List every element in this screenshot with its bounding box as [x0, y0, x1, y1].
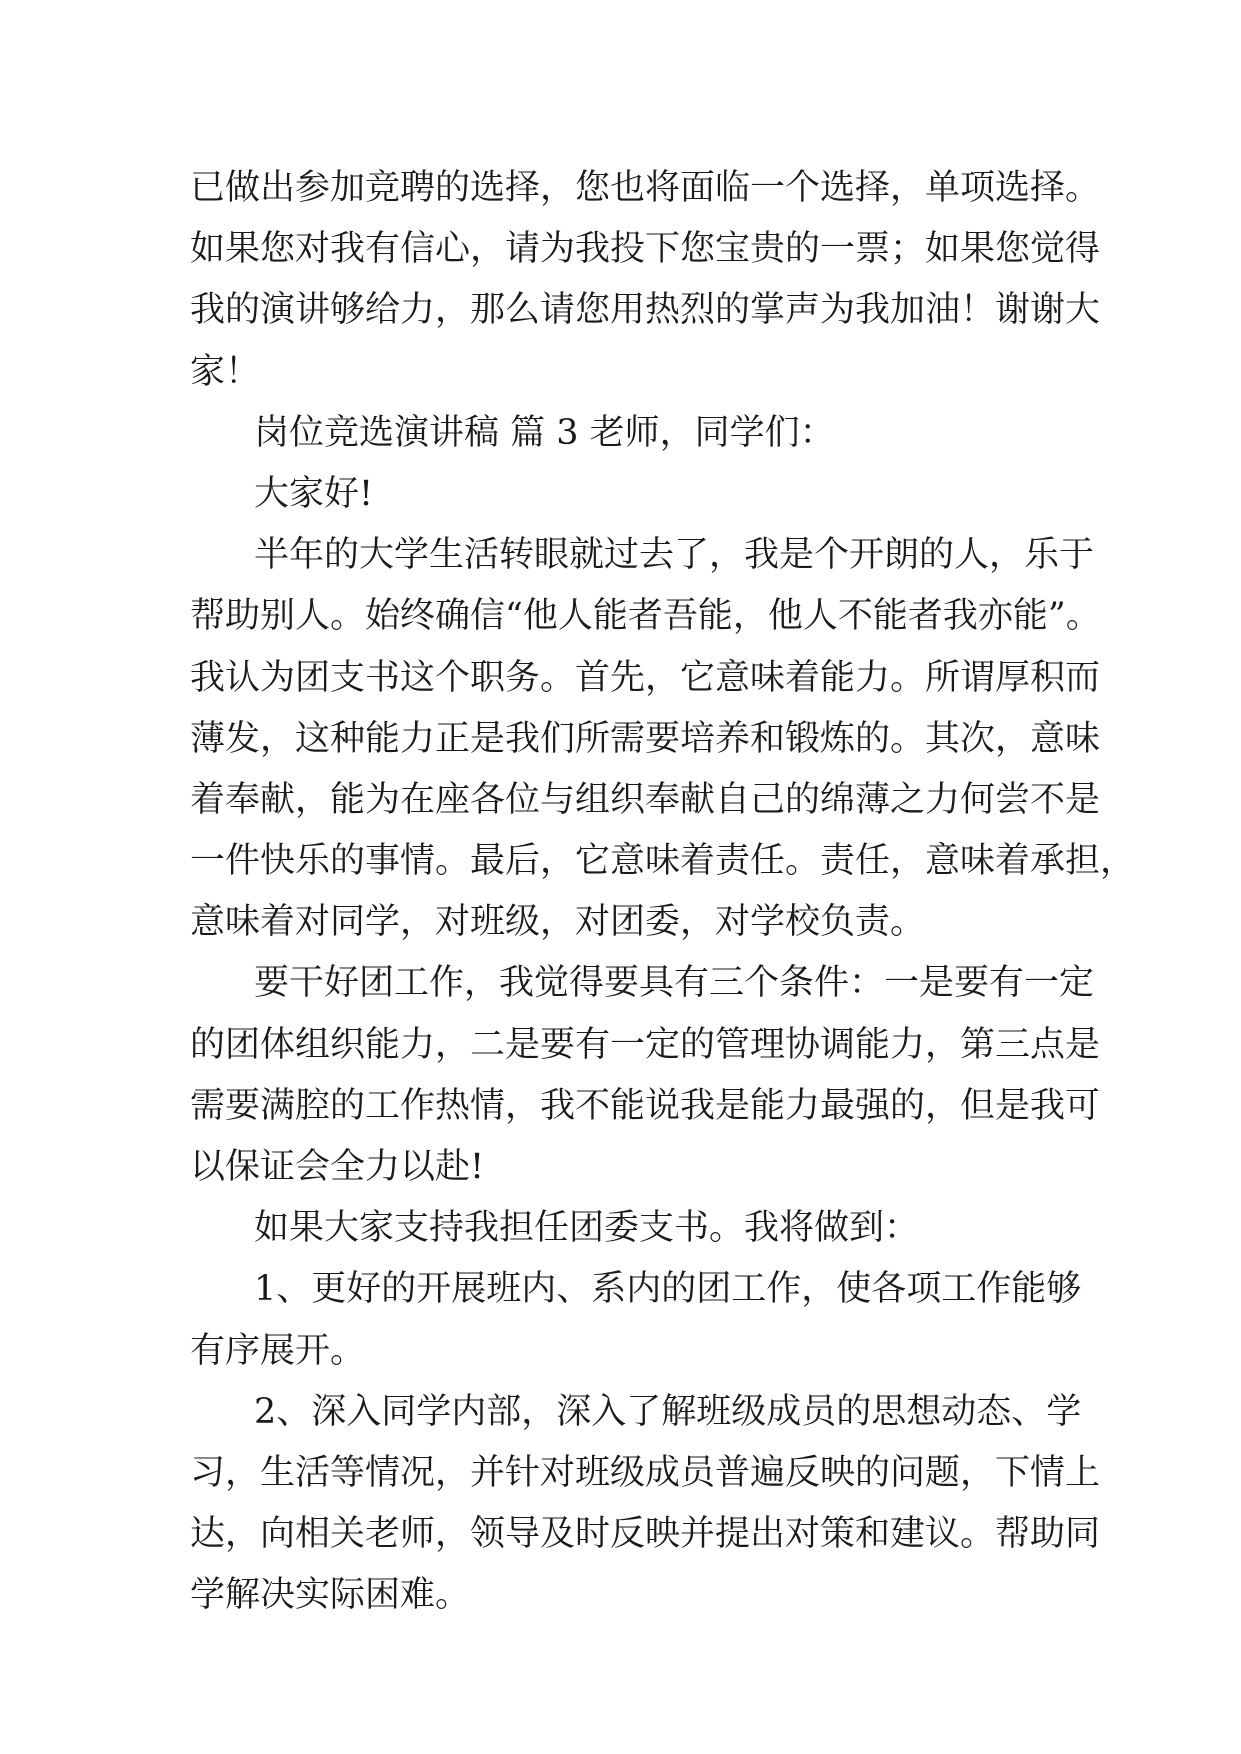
text-line: 习，生活等情况，并针对班级成员普遍反映的问题，下情上 — [190, 1452, 1101, 1493]
text-line: 2、深入同学内部，深入了解班级成员的思想动态、学 — [254, 1391, 1082, 1432]
text-line: 我认为团支书这个职务。首先，它意味着能力。所谓厚积而 — [190, 657, 1101, 698]
text-line: 有序展开。 — [190, 1330, 366, 1371]
text-line: 达，向相关老师，领导及时反映并提出对策和建议。帮助同 — [190, 1514, 1101, 1555]
text-line: 薄发，这种能力正是我们所需要培养和锻炼的。其次，意味 — [190, 718, 1101, 759]
text-line: 家！ — [190, 351, 261, 392]
text-line: 学解决实际困难。 — [190, 1575, 471, 1616]
text-line: 如果大家支持我担任团委支书。我将做到： — [254, 1208, 920, 1249]
text-line: 1、更好的开展班内、系内的团工作，使各项工作能够 — [254, 1269, 1082, 1310]
text-line: 意味着对同学，对班级，对团委，对学校负责。 — [190, 902, 926, 943]
text-line: 一件快乐的事情。最后，它意味着责任。责任，意味着承担， — [190, 841, 1136, 882]
document-body — [190, 158, 1136, 1627]
text-line: 要干好团工作，我觉得要具有三个条件：一是要有一定 — [254, 963, 1095, 1004]
text-line: 我的演讲够给力，那么请您用热烈的掌声为我加油！谢谢大 — [190, 290, 1101, 331]
text-line: 的团体组织能力，二是要有一定的管理协调能力，第三点是 — [190, 1024, 1101, 1065]
text-line: 帮助别人。始终确信“他人能者吾能，他人不能者我亦能”。 — [190, 596, 1101, 637]
text-line: 以保证会全力以赴! — [190, 1147, 485, 1187]
text-line: 岗位竞选演讲稿 篇 3 老师，同学们： — [254, 412, 835, 453]
text-line: 半年的大学生活转眼就过去了，我是个开朗的人，乐于 — [254, 535, 1095, 576]
text-line: 需要满腔的工作热情，我不能说我是能力最强的，但是我可 — [190, 1085, 1101, 1126]
text-line: 着奉献，能为在座各位与组织奉献自己的绵薄之力何尝不是 — [190, 779, 1101, 820]
text-line: 如果您对我有信心，请为我投下您宝贵的一票；如果您觉得 — [190, 229, 1101, 270]
text-line: 已做出参加竞聘的选择，您也将面临一个选择，单项选择。 — [190, 168, 1101, 208]
text-line: 大家好! — [254, 473, 374, 514]
